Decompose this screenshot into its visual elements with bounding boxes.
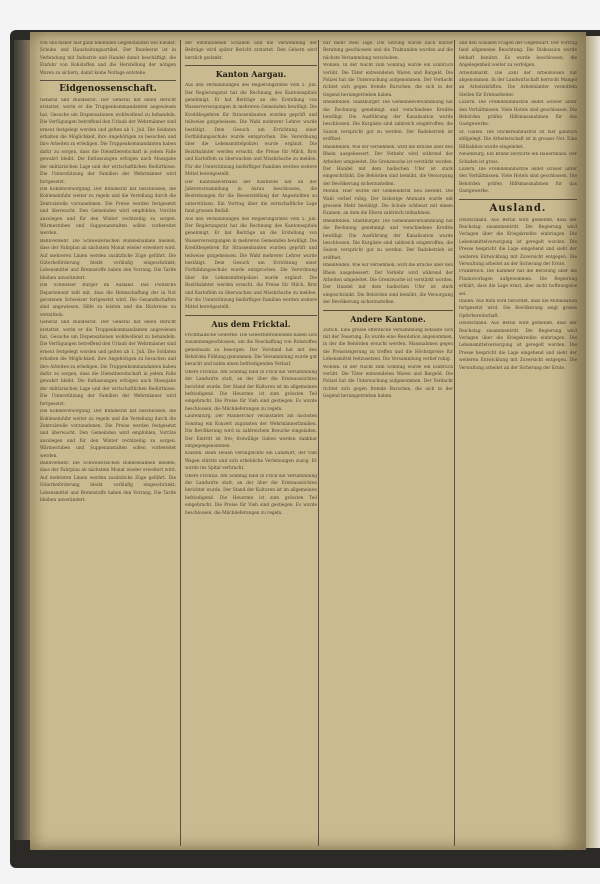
article-text: Bahnverkehr. Die Schweizerischen Bundesbahnen melden, dass der Fahrplan ab nächstem Monat wieder erweitert wird. Auf mehreren Linien werden zusätzliche Züge geführt. Die Güterbeförderung bleibt vorläufig eingeschränkt; Lebensmittel und Brennstoffe haben den Vorrang. Die Tarife bleiben unverändert.	[40, 460, 176, 503]
article-text: Rheinfelden. Wie wir vernehmen, wird die Brücke über den Rhein ausgebessert. Der Verkehr wird während der Arbeiten umgeleitet. Die Grenzwache ist verstärkt worden. Der Handel mit dem badischen Ufer ist stark eingeschränkt. Die Behörden sind bemüht, die Versorgung der Bevölkerung sicherzustellen.	[323, 144, 453, 187]
article-text: Luzern. Die Fremdenindustrie leidet schwer unter den Verhältnissen. Viele Hotels sind geschlossen. Die Behörden prüfen Hilfsmassnahmen für das Gastgewerbe.	[459, 166, 577, 195]
divider	[185, 315, 317, 316]
article-text: Rheinfelden. Wie wir vernehmen, wird die Brücke über den Rhein ausgebessert. Der Verkehr wird während der Arbeiten umgeleitet. Die Grenzwache ist verstärkt worden. Der Handel mit dem badischen Ufer ist stark eingeschränkt. Die Behörden sind bemüht, die Versorgung der Bevölkerung sicherzustellen.	[323, 263, 453, 306]
article-text: Aus den Verhandlungen des Regierungsrates vom 5. Juli. Der Regierungsrat hat die Rechnung des Kantonsspitals genehmigt. Er hat Beiträge an die Erstellung von Wasserversorgungen in mehreren Gemeinden bewilligt. Die Kreditbegehren für Strassenbauten wurden geprüft und teilweise gutgeheissen. Die Wahl mehrerer Lehrer wurde bestätigt. Dem Gesuch um Errichtung einer Fortbildungsschule wurde entsprochen. Die Verordnung über die Lebensmittelpolizei wurde ergänzt. Die Bezirksämter werden ersucht, die Preise für Milch, Brot und Kartoffeln zu überwachen und Missbräuche zu melden. Für die Unterstützung bedürftiger Familien werden weitere Mittel bereitgestellt.	[185, 216, 317, 311]
column-3	[318, 40, 453, 846]
article-text: General und Bundesrat. Der General hat einen Bericht erstattet, worin er die Truppenkommandanten angewiesen hat, Gesuche um Dispensationen wohlwollend zu behandeln. Die Verfügungen betreffend den Urlaub der Wehrmänner sind erneut festgelegt worden und gelten ab 1. Juli. Die Soldaten erhalten die Möglichkeit, ihre Angehörigen zu besuchen und ihre Arbeiten zu erledigen. Die Truppenkommandanten haben dafür zu sorgen, dass die Dienstbereitschaft in jedem Falle gewahrt bleibt. Die Entlassungen erfolgen nach Massgabe der militärischen Lage und der wirtschaftlichen Bedürfnisse. Die Unterstützung der Familien der Wehrmänner wird fortgesetzt.	[40, 98, 176, 185]
section-heading-andere-kantone: Andere Kantone.	[350, 313, 426, 324]
article-text: Aus den Verhandlungen des Regierungsrates vom 5. Juli. Der Regierungsrat hat die Rechnung des Kantonsspitals genehmigt. Er hat Beiträge an die Erstellung von Wasserversorgungen in mehreren Gemeinden bewilligt. Die Kreditbegehren für Strassenbauten wurden geprüft und teilweise gutgeheissen. Die Wahl mehrerer Lehrer wurde bestätigt. Dem Gesuch um Errichtung einer Fortbildungsschule wurde entsprochen. Die Verordnung über die Lebensmittelpolizei wurde ergänzt. Die Bezirksämter werden ersucht, die Preise für Milch, Brot und Kartoffeln zu überwachen und Missbräuche zu melden. Für die Unterstützung bedürftiger Familien werden weitere Mittel bereitgestellt.	[185, 83, 317, 178]
article-text: Italien. Aus Rom wird berichtet, dass die Mobilisation fortgesetzt wird. Die Bevölkerung zeigt grosse Opferbereitschaft.	[459, 299, 577, 319]
article-text: Wohlen. In der Nacht zum Sonntag wurde ein Einbruch verübt. Die Täter entwendeten Waren und Bargeld. Die Polizei hat die Untersuchung aufgenommen. Der Verdacht richtet sich gegen fremde Burschen, die sich in der Gegend herumgetrieben haben.	[323, 63, 453, 98]
article-text: Wohlen. In der Nacht zum Sonntag wurde ein Einbruch verübt. Die Täter entwendeten Waren und Bargeld. Die Polizei hat die Untersuchung aufgenommen. Der Verdacht richtet sich gegen fremde Burschen, die sich in der Gegend herumgetrieben haben.	[323, 364, 453, 400]
article-text: Laufenburg. Der Männerchor veranstaltet am nächsten Sonntag ein Konzert zugunsten der Wehrmännerfamilien. Die Bevölkerung wird zu zahlreichem Besuche eingeladen. Der Eintritt ist frei; freiwillige Gaben werden dankbar entgegengenommen.	[185, 414, 317, 449]
article-text: Die Kohlenversorgung. Der Bundesrat hat beschlossen, die Kohleneinfuhr weiter zu regeln und die Verteilung durch die Zentralstelle vorzunehmen. Die Preise werden festgesetzt und überwacht. Den Gemeinden wird empfohlen, Vorräte anzulegen und für den Winter rechtzeitig zu sorgen. Wärmestuben und Suppenanstalten sollen vorbereitet werden.	[40, 186, 176, 237]
article-text: General und Bundesrat. Der General hat einen Bericht erstattet, worin er die Truppenkommandanten angewiesen hat, Gesuche um Dispensationen wohlwollend zu behandeln. Die Verfügungen betreffend den Urlaub der Wehrmänner sind erneut festgelegt worden und gelten ab 1. Juli. Die Soldaten erhalten die Möglichkeit, ihre Angehörigen zu besuchen und ihre Arbeiten zu erledigen. Die Truppenkommandanten haben dafür zu sorgen, dass die Dienstbereitschaft in jedem Falle gewahrt bleibt. Die Entlassungen erfolgen nach Massgabe der militärischen Lage und der wirtschaftlichen Bedürfnisse. Die Unterstützung der Familien der Wehrmänner wird fortgesetzt.	[40, 320, 176, 407]
article-text: Zürich. Eine grosse öffentliche Versammlung befasste sich mit der Teuerung. Es wurde eine Resolution angenommen, in der die Behörden ersucht werden, Massnahmen gegen die Preissteigerung zu treffen und die Höchstpreise für Lebensmittel festzusetzen. Die Versammlung verlief ruhig.	[323, 327, 453, 363]
article-text: Luzern. Die Fremdenindustrie leidet schwer unter den Verhältnissen. Viele Hotels sind geschlossen. Die Behörden prüfen Hilfsmassnahmen für das Gastgewerbe.	[459, 100, 577, 128]
section-heading-aus-dem-fricktal: Aus dem Fricktal.	[211, 318, 291, 329]
article-text: Die Schweizer Bürger im Ausland. Das Politische Departement teilt mit, dass die Heimschaffung der in Not geratenen Schweizer fortgesetzt wird. Die Gesandtschaften sind angewiesen, Hilfe zu leisten und die Rückreise zu vermitteln.	[40, 283, 176, 318]
page-edge	[584, 36, 600, 848]
section-heading-kanton-aargau: Kanton Aargau.	[215, 69, 287, 80]
article-text: Rheinfelden. Stadtbürger. Die Gemeindeversammlung hat die Rechnung genehmigt und verschiedene Kredite bewilligt. Die Ausführung der Kanalisation wurde beschlossen. Die Kurgäste sind zahlreich eingetroffen; die Saison verspricht gut zu werden. Der Badebetrieb ist eröffnet.	[323, 100, 453, 143]
article-text: Arbeitsmarkt. Die Zahl der Arbeitslosen hat abgenommen. In der Landwirtschaft herrscht Mangel an Arbeitskräften. Die Arbeitsämter vermitteln Stellen für Erntearbeiter.	[459, 70, 577, 98]
article-text: Möhlin. Hier wurde der Gemeinderat neu bestellt. Die Wahl verlief ruhig. Der bisherige Ammann wurde mit grossem Mehr bestätigt. Die Schule schliesst mit einem Examen, an dem die Eltern zahlreich teilnahmen.	[323, 189, 453, 217]
newspaper-page	[30, 32, 586, 850]
article-text: Deutschland. Aus Berlin wird gemeldet, dass der Reichstag zusammentritt. Die Regierung wird Vorlagen über die Kriegskredite einbringen. Die Lebensmittelversorgung ist geregelt worden. Die Presse bespricht die Lage eingehend und sieht der weiteren Entwicklung mit Zuversicht entgegen. Die Verwaltung arbeitet an der Sicherung der Ernte.	[459, 321, 577, 371]
article-text: Neuenburg. Ein Brand zerstörte ein Bauernhaus. Der Schaden ist gross.	[459, 152, 577, 165]
article-text: Obere Fricktal. Am Sonntag fand in Frick die Versammlung der Landwirte statt, an der über die Ernteaussichten berichtet wurde. Der Stand der Kulturen ist im allgemeinen befriedigend. Die Heuernte ist zum grössten Teil eingebracht. Die Preise für Vieh sind gestiegen. Es wurde beschlossen, die Milchlieferungen zu regeln.	[185, 369, 317, 412]
article-text: Der Kantonalverband der Kaufleute hat an der Jahresversammlung in Aarau beschlossen, die Bestrebungen für die Besserstellung der Angestellten zu unterstützen. Ein Vortrag über die wirtschaftliche Lage fand grossen Beifall.	[185, 179, 317, 215]
article-text: Rheinfelden. Stadtbürger. Die Gemeindeversammlung hat die Rechnung genehmigt und verschiedene Kredite bewilligt. Die Ausführung der Kanalisation wurde beschlossen. Die Kurgäste sind zahlreich eingetroffen; die Saison verspricht gut zu werden. Der Badebetrieb ist eröffnet.	[323, 218, 453, 261]
section-heading-eidgenossenschaft: Eidgenossenschaft.	[59, 84, 157, 95]
article-text: der entstandenen Schäden und die Verwendung der Beiträge wird später Bericht erstattet. Den Gebern wird herzlich gedankt.	[185, 41, 317, 61]
article-text: von uns bisher fast ganz fehlenden Gegenständen wie Kleider, Schuhe und Haushaltungsartikel. Der Bundesrat ist in Verbindung mit Industrie und Handel damit beschäftigt, die Einfuhr von Rohstoffen und die Herstellung der nötigen Waren zu sichern, damit keine Notlage entstehe.	[40, 41, 176, 76]
article-text: nur mehr zwei Tage. Die Sitzung wurde nach kurzer Beratung geschlossen und die Traktanden wurden auf die nächste Versammlung verschoben.	[323, 41, 453, 61]
article-text: Bahnverkehr. Die Schweizerischen Bundesbahnen melden, dass der Fahrplan ab nächstem Monat wieder erweitert wird. Auf mehreren Linien werden zusätzliche Züge geführt. Die Güterbeförderung bleibt vorläufig eingeschränkt; Lebensmittel und Brennstoffe haben den Vorrang. Die Tarife bleiben unverändert.	[40, 238, 176, 281]
divider	[323, 310, 453, 311]
section-heading-ausland: Ausland.	[489, 202, 547, 214]
article-text: St. Gallen. Die Stickereiindustrie ist fast gänzlich stillgelegt. Die Arbeiterschaft ist in grosser Not. Eine Hilfsaktion wurde eingeleitet.	[459, 129, 577, 150]
divider	[40, 80, 176, 81]
article-text: Frickthalische Gewerbe. Die Gewerbetreibenden haben sich zusammengeschlossen, um die Beschaffung von Rohstoffen gemeinsam zu besorgen. Der Vorstand hat mit den Behörden Fühlung genommen. Die Versammlung wurde gut besucht und nahm einen befriedigenden Verlauf.	[185, 332, 317, 368]
article-text: Frankreich. Die Kammer hat die Beratung über die Finanzvorlagen aufgenommen. Die Regierung erklärt, dass die Lage ernst, aber nicht hoffnungslos sei.	[459, 269, 577, 297]
article-text: Kaisten. Beim Heuen verunglückte ein Landwirt, der vom Wagen stürzte und sich erhebliche Verletzungen zuzog. Er wurde ins Spital verbracht.	[185, 451, 317, 472]
column-1	[40, 40, 176, 846]
divider	[185, 65, 317, 66]
article-text: und den Sozialen Fragen der Gegenwart. Der Vortrag fand allgemeine Beachtung. Die Diskussion wurde lebhaft benützt. Es wurde beschlossen, die Angelegenheit weiter zu verfolgen.	[459, 41, 577, 69]
article-text: Deutschland. Aus Berlin wird gemeldet, dass der Reichstag zusammentritt. Die Regierung wird Vorlagen über die Kriegskredite einbringen. Die Lebensmittelversorgung ist geregelt worden. Die Presse bespricht die Lage eingehend und sieht der weiteren Entwicklung mit Zuversicht entgegen. Die Verwaltung arbeitet an der Sicherung der Ernte.	[459, 217, 577, 267]
column-4	[454, 40, 577, 846]
article-text: Obere Fricktal. Am Sonntag fand in Frick die Versammlung der Landwirte statt, an der über die Ernteaussichten berichtet wurde. Der Stand der Kulturen ist im allgemeinen befriedigend. Die Heuernte ist zum grössten Teil eingebracht. Die Preise für Vieh sind gestiegen. Es wurde beschlossen, die Milchlieferungen zu regeln.	[185, 473, 317, 516]
article-text: Die Kohlenversorgung. Der Bundesrat hat beschlossen, die Kohleneinfuhr weiter zu regeln und die Verteilung durch die Zentralstelle vorzunehmen. Die Preise werden festgesetzt und überwacht. Den Gemeinden wird empfohlen, Vorräte anzulegen und für den Winter rechtzeitig zu sorgen. Wärmestuben und Suppenanstalten sollen vorbereitet werden.	[40, 409, 176, 459]
column-2	[180, 40, 317, 846]
page-columns	[40, 40, 576, 846]
divider	[459, 199, 577, 200]
